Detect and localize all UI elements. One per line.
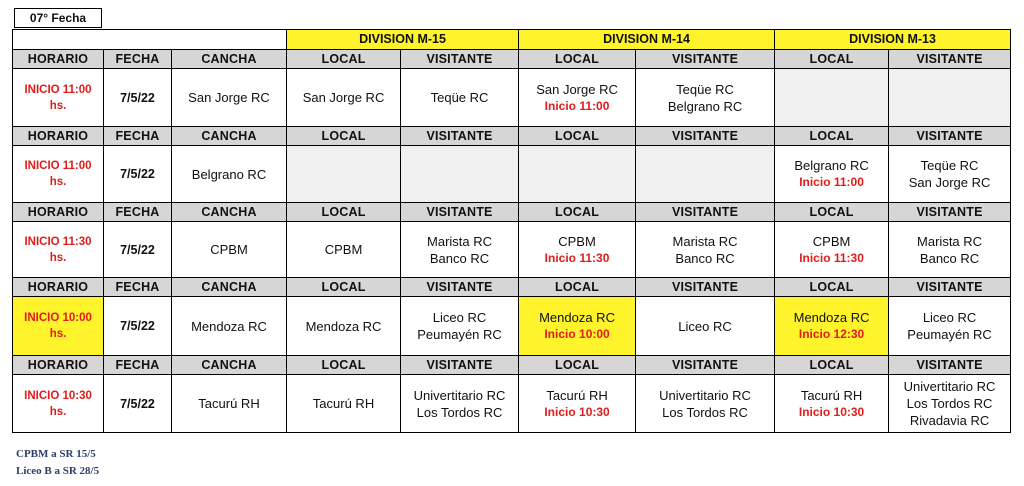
col-header-m13-local: LOCAL xyxy=(775,50,889,69)
local-start-time: Inicio 10:30 xyxy=(798,404,865,419)
cell-line: Univertitario RC xyxy=(903,379,996,394)
m13-visit-cell xyxy=(889,297,1011,356)
match-row xyxy=(13,375,1011,433)
col-header-m14-local: LOCAL xyxy=(519,127,636,146)
m14-visit-cell xyxy=(636,146,775,203)
col-header-m15-local: LOCAL xyxy=(287,356,401,375)
col-header-m14-visitante: VISITANTE xyxy=(636,127,775,146)
cell-line: Los Tordos RC xyxy=(906,396,993,411)
division-m13-header: DIVISION M-13 xyxy=(775,30,1011,50)
col-header-m15-local: LOCAL xyxy=(287,203,401,222)
m14-local-cell xyxy=(519,297,636,356)
start-time-cell xyxy=(13,69,104,127)
col-header-fecha: FECHA xyxy=(104,50,172,69)
cell-line: San Jorge RC xyxy=(536,81,618,97)
venue-name: Tacurú RH xyxy=(198,396,260,411)
col-header-m15-local: LOCAL xyxy=(287,127,401,146)
col-header-m14-visitante: VISITANTE xyxy=(636,203,775,222)
m15-visit-cell xyxy=(401,222,519,278)
col-header-fecha: FECHA xyxy=(104,278,172,297)
cell-line: CPBM xyxy=(558,233,596,249)
m14-visit-cell xyxy=(636,222,775,278)
m14-local-cell xyxy=(519,146,636,203)
cell-line: Teqüe RC xyxy=(676,81,734,97)
round-badge: 07° Fecha xyxy=(14,8,102,28)
venue-name: Belgrano RC xyxy=(191,166,267,182)
venue-cell xyxy=(172,375,287,433)
col-header-fecha: FECHA xyxy=(104,356,172,375)
m15-local-cell xyxy=(287,375,401,433)
m15-local-cell xyxy=(287,69,401,127)
col-header-m14-visitante: VISITANTE xyxy=(636,50,775,69)
col-header-cancha: CANCHA xyxy=(172,127,287,146)
cell-line: Univertitario RC xyxy=(413,387,506,403)
col-header-m14-visitante: VISITANTE xyxy=(636,278,775,297)
m15-local-cell xyxy=(287,146,401,203)
header-row xyxy=(13,50,1011,69)
venue-name: CPBM xyxy=(210,242,248,257)
m13-local-cell xyxy=(775,297,889,356)
m14-visit-cell xyxy=(636,375,775,433)
col-header-m13-local: LOCAL xyxy=(775,203,889,222)
col-header-cancha: CANCHA xyxy=(172,356,287,375)
m15-visit-cell xyxy=(401,375,519,433)
cell-line: San Jorge RC xyxy=(908,175,991,190)
m13-local-cell xyxy=(775,146,889,203)
local-start-time: Inicio 10:30 xyxy=(544,404,610,419)
col-header-m15-visitante: VISITANTE xyxy=(401,127,519,146)
footnotes xyxy=(16,446,99,480)
cell-line: Marista RC xyxy=(427,233,493,249)
col-header-m14-local: LOCAL xyxy=(519,203,636,222)
cell-line: hs. xyxy=(49,176,67,188)
date-cell xyxy=(104,146,172,203)
cell-line: hs. xyxy=(49,99,67,112)
cell-line: Los Tordos RC xyxy=(416,404,503,420)
start-time-cell xyxy=(13,146,104,203)
col-header-horario: HORARIO xyxy=(13,50,104,69)
venue-cell xyxy=(172,69,287,127)
cell-line: INICIO 10:00 xyxy=(24,312,92,324)
col-header-m15-visitante: VISITANTE xyxy=(401,278,519,297)
local-start-time: Inicio 11:00 xyxy=(544,98,610,113)
m15-visit-cell xyxy=(401,297,519,356)
cell-line: CPBM xyxy=(324,242,363,257)
fixture-table xyxy=(12,29,1011,433)
cell-line: hs. xyxy=(49,251,67,264)
m15-local-cell xyxy=(287,297,401,356)
cell-line: INICIO 11:00 xyxy=(24,160,92,172)
fixture-body xyxy=(13,30,1011,433)
col-header-m13-local: LOCAL xyxy=(775,356,889,375)
m15-visit-cell xyxy=(401,69,519,127)
col-header-m15-local: LOCAL xyxy=(287,278,401,297)
col-header-m13-visitante: VISITANTE xyxy=(889,203,1011,222)
col-header-fecha: FECHA xyxy=(104,203,172,222)
venue-cell xyxy=(172,222,287,278)
m15-visit-cell xyxy=(401,146,519,203)
local-start-time: Inicio 11:30 xyxy=(544,250,610,265)
cell-line: Mendoza RC xyxy=(539,310,615,325)
cell-line: Liceo RC xyxy=(432,310,487,325)
col-header-m14-local: LOCAL xyxy=(519,50,636,69)
cell-line: Marista RC xyxy=(917,233,983,249)
col-header-m14-local: LOCAL xyxy=(519,356,636,375)
cell-line: Los Tordos RC xyxy=(662,404,748,420)
cell-line: Peumayén RC xyxy=(417,327,502,342)
local-start-time: Inicio 11:00 xyxy=(799,175,864,189)
col-header-m13-visitante: VISITANTE xyxy=(889,127,1011,146)
col-header-m14-local: LOCAL xyxy=(519,278,636,297)
col-header-cancha: CANCHA xyxy=(172,203,287,222)
col-header-m15-visitante: VISITANTE xyxy=(401,50,519,69)
footnote: Liceo B a SR 28/5 xyxy=(16,465,100,477)
match-date: 7/5/22 xyxy=(120,90,155,105)
cell-line: Liceo RC xyxy=(678,318,732,334)
cell-line: Belgrano RC xyxy=(794,158,869,173)
match-row xyxy=(13,146,1011,203)
m14-local-cell xyxy=(519,69,636,127)
col-header-horario: HORARIO xyxy=(13,203,104,222)
local-start-time: Inicio 10:00 xyxy=(544,327,610,341)
cell-line: Teqüe RC xyxy=(920,158,979,173)
division-header-row xyxy=(13,30,1011,50)
cell-line: Peumayén RC xyxy=(907,327,992,342)
venue-name: San Jorge RC xyxy=(188,90,270,105)
col-header-cancha: CANCHA xyxy=(172,50,287,69)
match-row xyxy=(13,222,1011,278)
col-header-m14-visitante: VISITANTE xyxy=(636,356,775,375)
m13-visit-cell xyxy=(889,222,1011,278)
match-row xyxy=(13,69,1011,127)
m13-visit-cell xyxy=(889,146,1011,203)
cell-line: Mendoza RC xyxy=(305,318,382,334)
start-time-cell xyxy=(13,375,104,433)
cell-line: Teqüe RC xyxy=(430,90,489,105)
col-header-cancha: CANCHA xyxy=(172,278,287,297)
venue-cell xyxy=(172,297,287,356)
col-header-m13-visitante: VISITANTE xyxy=(889,356,1011,375)
m13-local-cell xyxy=(775,222,889,278)
cell-line: Belgrano RC xyxy=(667,98,743,114)
local-start-time: Inicio 11:30 xyxy=(799,250,864,265)
col-header-horario: HORARIO xyxy=(13,278,104,297)
match-date: 7/5/22 xyxy=(120,242,155,257)
col-header-m13-local: LOCAL xyxy=(775,127,889,146)
cell-line: Tacurú RH xyxy=(312,396,375,411)
cell-line: Mendoza RC xyxy=(793,310,870,325)
cell-line: Banco RC xyxy=(919,250,980,266)
match-date: 7/5/22 xyxy=(120,319,155,333)
m14-visit-cell xyxy=(636,297,775,356)
m13-visit-cell xyxy=(889,69,1011,127)
cell-line: hs. xyxy=(49,328,67,340)
date-cell xyxy=(104,297,172,356)
col-header-m13-visitante: VISITANTE xyxy=(889,50,1011,69)
m14-local-cell xyxy=(519,375,636,433)
cell-line: Banco RC xyxy=(429,250,490,266)
date-cell xyxy=(104,375,172,433)
header-row xyxy=(13,203,1011,222)
m13-local-cell xyxy=(775,375,889,433)
venue-name: Mendoza RC xyxy=(191,318,267,334)
start-time-cell xyxy=(13,222,104,278)
cell-line: INICIO 11:00 xyxy=(24,83,92,96)
cell-line: Tacurú RH xyxy=(546,387,608,403)
match-row xyxy=(13,297,1011,356)
cell-line: INICIO 10:30 xyxy=(24,389,92,402)
header-row xyxy=(13,356,1011,375)
blank-corner xyxy=(13,30,287,50)
cell-line: Liceo RC xyxy=(922,310,977,325)
cell-line: Rivadavia RC xyxy=(909,413,990,428)
col-header-fecha: FECHA xyxy=(104,127,172,146)
m14-local-cell xyxy=(519,222,636,278)
cell-line: INICIO 11:30 xyxy=(24,235,92,248)
cell-line: San Jorge RC xyxy=(302,90,385,105)
col-header-m13-local: LOCAL xyxy=(775,278,889,297)
m15-local-cell xyxy=(287,222,401,278)
cell-line: Banco RC xyxy=(675,250,735,266)
start-time-cell xyxy=(13,297,104,356)
cell-line: Tacurú RH xyxy=(800,387,863,403)
local-start-time: Inicio 12:30 xyxy=(798,327,865,341)
col-header-m15-visitante: VISITANTE xyxy=(401,356,519,375)
m14-visit-cell xyxy=(636,69,775,127)
match-date: 7/5/22 xyxy=(120,167,155,181)
col-header-m15-local: LOCAL xyxy=(287,50,401,69)
header-row xyxy=(13,278,1011,297)
m13-local-cell xyxy=(775,69,889,127)
date-cell xyxy=(104,69,172,127)
col-header-horario: HORARIO xyxy=(13,356,104,375)
m13-visit-cell xyxy=(889,375,1011,433)
col-header-horario: HORARIO xyxy=(13,127,104,146)
col-header-m15-visitante: VISITANTE xyxy=(401,203,519,222)
division-m15-header: DIVISION M-15 xyxy=(287,30,519,50)
cell-line: CPBM xyxy=(812,233,851,249)
cell-line: Marista RC xyxy=(672,233,738,249)
col-header-m13-visitante: VISITANTE xyxy=(889,278,1011,297)
footnote: CPBM a SR 15/5 xyxy=(16,448,96,460)
date-cell xyxy=(104,222,172,278)
division-m14-header: DIVISION M-14 xyxy=(519,30,775,50)
header-row xyxy=(13,127,1011,146)
cell-line: Univertitario RC xyxy=(659,387,751,403)
cell-line: hs. xyxy=(49,405,67,418)
match-date: 7/5/22 xyxy=(120,396,155,411)
venue-cell xyxy=(172,146,287,203)
